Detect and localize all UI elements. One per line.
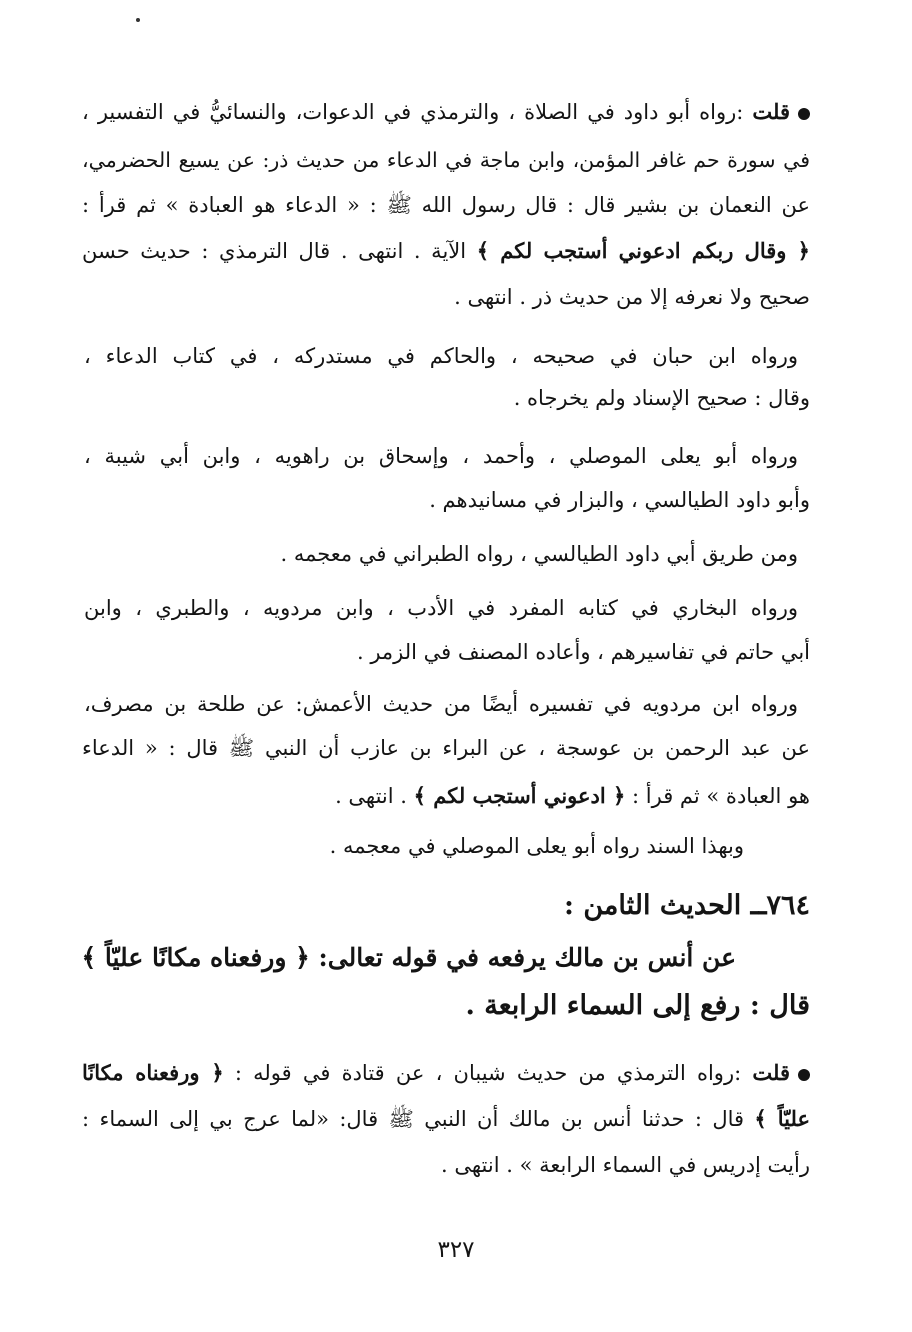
note-text: :رواه الترمذي من حديث شيبان ، عن قتادة في قوله : (234, 1061, 742, 1085)
page-number: ٣٢٧ (437, 1237, 475, 1263)
note-lead-word: قلت (752, 99, 790, 124)
bullet-icon (798, 1069, 810, 1081)
bullet-icon (798, 108, 810, 120)
paragraph-line: ورواه ابن مردويه في تفسيره أيضًا من حديث الأعمش: عن طلحة بن مصرف، (84, 692, 798, 716)
note-line: عن النعمان بن بشير قال : قال رسول الله ﷺ : « الدعاء هو العبادة » ثم قرأ : (82, 193, 810, 217)
paragraph-line: وقال : صحيح الإسناد ولم يخرجاه . (513, 386, 810, 410)
hadith-text-line: عن أنس بن مالك يرفعه في قوله تعالى: ﴿ ورفعناه مكانًا عليّاً ﴾ (81, 943, 736, 972)
note-line (82, 235, 810, 267)
note-line (82, 1057, 810, 1089)
note-line: رأيت إدريس في السماء الرابعة » . انتهى . (441, 1153, 810, 1177)
note-text: الآية . انتهى . قال الترمذي : حديث حسن (82, 239, 467, 263)
paragraph-line: ورواه ابن حبان في صحيحه ، والحاكم في مستدركه ، في كتاب الدعاء ، (84, 344, 798, 368)
note-line (82, 1103, 810, 1135)
quran-quote: ﴿ وقال ربكم ادعوني أستجب لكم ﴾ (476, 238, 810, 263)
note-text: قال : حدثنا أنس بن مالك أن النبي ﷺ قال: «لما عرج بي إلى السماء : (82, 1107, 745, 1131)
scan-speck (136, 18, 140, 22)
paragraph-text: . انتهى . (335, 784, 407, 808)
quran-quote: عليّاً ﴾ (754, 1106, 810, 1131)
note-lead-word: قلت (752, 1060, 790, 1085)
note-text: :رواه أبو داود في الصلاة ، والترمذي في الدعوات، والنسائيُّ في التفسير ، (82, 100, 744, 124)
note-line: صحيح ولا نعرفه إلا من حديث ذر . انتهى . (454, 285, 810, 309)
note-line: في سورة حم غافر المؤمن، وابن ماجة في الدعاء من حديث ذر: عن يسيع الحضرمي، (82, 148, 810, 172)
paragraph-line: وبهذا السند رواه أبو يعلى الموصلي في معجمه . (329, 834, 744, 858)
note-line (82, 96, 810, 128)
paragraph-line (335, 780, 810, 812)
quran-quote: ﴿ ادعوني أستجب لكم ﴾ (413, 783, 626, 808)
quran-quote: ﴿ ورفعناه مكانًا (82, 1060, 224, 1085)
paragraph-text: هو العبادة » ثم قرأ : (632, 784, 810, 808)
paragraph-line: أبي حاتم في تفاسيرهم ، وأعاده المصنف في الزمر . (356, 640, 810, 664)
paragraph-line: عن عبد الرحمن بن عوسجة ، عن البراء بن عازب أن النبي ﷺ قال : « الدعاء (82, 736, 810, 760)
paragraph-line: ومن طريق أبي داود الطيالسي ، رواه الطبراني في معجمه . (280, 542, 798, 566)
hadith-heading: ٧٦٤ــ الحديث الثامن : (564, 890, 810, 921)
paragraph-line: وأبو داود الطيالسي ، والبزار في مسانيدهم . (429, 488, 810, 512)
paragraph-line: ورواه أبو يعلى الموصلي ، وأحمد ، وإسحاق بن راهويه ، وابن أبي شيبة ، (84, 444, 798, 468)
paragraph-line: ورواه البخاري في كتابه المفرد في الأدب ، وابن مردويه ، والطبري ، وابن (84, 596, 798, 620)
hadith-text-line: قال : رفع إلى السماء الرابعة . (465, 990, 810, 1021)
